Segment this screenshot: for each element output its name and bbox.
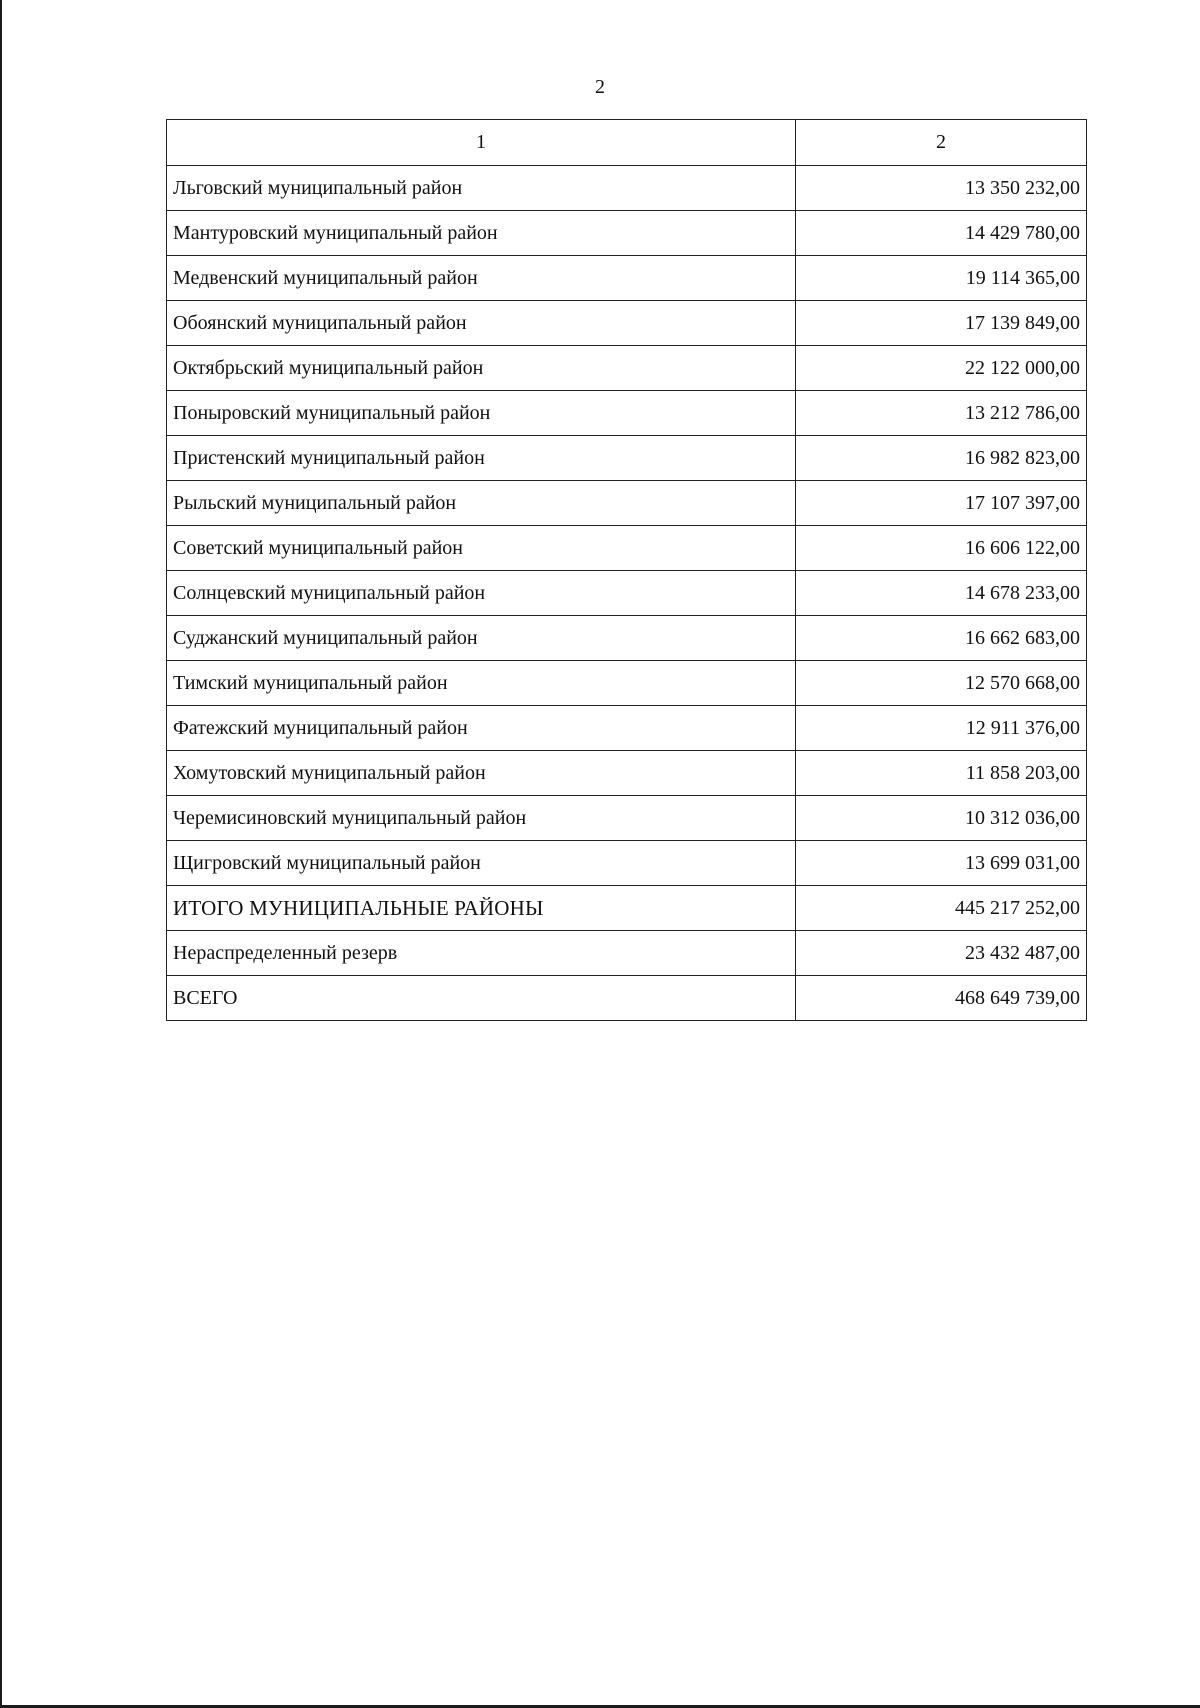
table-header-row [167,120,1087,166]
grand-total-label: ВСЕГО [167,976,796,1021]
district-amount: 16 662 683,00 [795,616,1086,661]
district-name: Солнцевский муниципальный район [167,571,796,616]
grand-total-amount: 468 649 739,00 [795,976,1086,1021]
district-name: Пристенский муниципальный район [167,436,796,481]
district-amount: 17 107 397,00 [795,481,1086,526]
district-amount: 16 606 122,00 [795,526,1086,571]
allocation-table [166,119,1087,1021]
district-name: Льговский муниципальный район [167,166,796,211]
reserve-amount: 23 432 487,00 [795,931,1086,976]
district-amount: 11 858 203,00 [795,751,1086,796]
table-row [167,526,1087,571]
district-amount: 16 982 823,00 [795,436,1086,481]
table-row [167,571,1087,616]
column-header-2: 2 [795,120,1086,166]
district-amount: 22 122 000,00 [795,346,1086,391]
district-amount: 13 350 232,00 [795,166,1086,211]
table-row [167,301,1087,346]
table-row [167,256,1087,301]
total-districts-row [167,886,1087,931]
table-row [167,706,1087,751]
district-name: Мантуровский муниципальный район [167,211,796,256]
district-name: Щигровский муниципальный район [167,841,796,886]
district-amount: 14 678 233,00 [795,571,1086,616]
district-amount: 17 139 849,00 [795,301,1086,346]
district-name: Хомутовский муниципальный район [167,751,796,796]
table-row [167,796,1087,841]
reserve-label: Нераспределенный резерв [167,931,796,976]
page-number: 2 [595,76,605,98]
district-amount: 19 114 365,00 [795,256,1086,301]
district-name: Суджанский муниципальный район [167,616,796,661]
table-row [167,346,1087,391]
district-name: Советский муниципальный район [167,526,796,571]
district-amount: 12 570 668,00 [795,661,1086,706]
total-districts-amount: 445 217 252,00 [795,886,1086,931]
table-row [167,166,1087,211]
district-name: Медвенский муниципальный район [167,256,796,301]
table-row [167,616,1087,661]
table-row [167,661,1087,706]
district-name: Фатежский муниципальный район [167,706,796,751]
district-name: Черемисиновский муниципальный район [167,796,796,841]
district-name: Тимский муниципальный район [167,661,796,706]
table-row [167,751,1087,796]
district-name: Рыльский муниципальный район [167,481,796,526]
district-name: Обоянский муниципальный район [167,301,796,346]
district-amount: 13 212 786,00 [795,391,1086,436]
table-row [167,391,1087,436]
total-districts-label: ИТОГО МУНИЦИПАЛЬНЫЕ РАЙОНЫ [167,886,796,931]
district-amount: 12 911 376,00 [795,706,1086,751]
district-amount: 10 312 036,00 [795,796,1086,841]
table-row [167,481,1087,526]
district-amount: 14 429 780,00 [795,211,1086,256]
table-body [167,166,1087,1021]
district-name: Поныровский муниципальный район [167,391,796,436]
table-row [167,211,1087,256]
table-row [167,436,1087,481]
grand-total-row [167,976,1087,1021]
scan-border-left [0,0,2,1708]
district-name: Октябрьский муниципальный район [167,346,796,391]
column-header-1: 1 [167,120,796,166]
table-row [167,841,1087,886]
district-amount: 13 699 031,00 [795,841,1086,886]
reserve-row [167,931,1087,976]
